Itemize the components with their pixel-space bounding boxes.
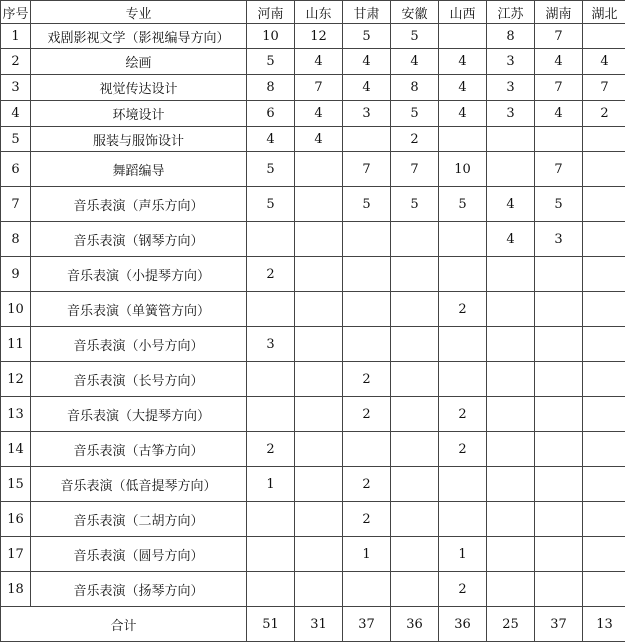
quota-cell: 4 — [535, 49, 583, 75]
quota-cell — [583, 127, 625, 152]
column-header: 江苏 — [487, 1, 535, 24]
row-number: 15 — [1, 467, 31, 502]
quota-cell — [247, 502, 295, 537]
total-cell: 25 — [487, 607, 535, 642]
quota-cell: 3 — [247, 327, 295, 362]
quota-cell: 4 — [343, 49, 391, 75]
quota-cell: 6 — [247, 101, 295, 127]
column-header: 湖北 — [583, 1, 625, 24]
quota-cell — [295, 432, 343, 467]
table-row — [1, 467, 625, 502]
row-number: 17 — [1, 537, 31, 572]
quota-cell: 4 — [295, 127, 343, 152]
quota-cell — [535, 502, 583, 537]
quota-cell — [583, 432, 625, 467]
column-header: 甘肃 — [343, 1, 391, 24]
table-row — [1, 537, 625, 572]
quota-cell: 2 — [343, 502, 391, 537]
quota-cell: 2 — [343, 397, 391, 432]
quota-cell: 12 — [295, 24, 343, 49]
quota-cell — [391, 572, 439, 607]
table-row — [1, 362, 625, 397]
quota-cell — [343, 292, 391, 327]
table-row — [1, 152, 625, 187]
quota-cell — [343, 257, 391, 292]
total-label: 合计 — [1, 607, 247, 642]
quota-cell — [391, 397, 439, 432]
table-row — [1, 49, 625, 75]
total-cell: 37 — [343, 607, 391, 642]
total-cell: 51 — [247, 607, 295, 642]
quota-cell: 8 — [391, 75, 439, 101]
column-header: 山东 — [295, 1, 343, 24]
quota-cell — [583, 537, 625, 572]
quota-cell — [247, 572, 295, 607]
row-number: 4 — [1, 101, 31, 127]
quota-cell — [487, 362, 535, 397]
quota-cell: 5 — [391, 187, 439, 222]
quota-cell — [295, 152, 343, 187]
row-number: 14 — [1, 432, 31, 467]
quota-cell — [535, 257, 583, 292]
quota-cell — [391, 292, 439, 327]
column-header: 专业 — [31, 1, 247, 24]
quota-cell: 2 — [247, 432, 295, 467]
table-row — [1, 502, 625, 537]
quota-cell — [295, 257, 343, 292]
quota-cell: 10 — [439, 152, 487, 187]
quota-cell — [391, 327, 439, 362]
quota-cell — [487, 397, 535, 432]
column-header: 序号 — [1, 1, 31, 24]
quota-cell — [439, 362, 487, 397]
major-cell: 视觉传达设计 — [31, 75, 247, 101]
quota-cell — [295, 467, 343, 502]
quota-cell: 7 — [391, 152, 439, 187]
quota-cell — [583, 572, 625, 607]
quota-cell: 2 — [391, 127, 439, 152]
column-header: 河南 — [247, 1, 295, 24]
quota-cell — [487, 502, 535, 537]
quota-cell: 1 — [247, 467, 295, 502]
column-header: 山西 — [439, 1, 487, 24]
major-cell: 音乐表演（长号方向） — [31, 362, 247, 397]
quota-cell — [439, 24, 487, 49]
quota-cell — [391, 502, 439, 537]
major-cell: 舞蹈编导 — [31, 152, 247, 187]
major-cell: 服装与服饰设计 — [31, 127, 247, 152]
quota-cell — [295, 397, 343, 432]
quota-cell: 4 — [295, 101, 343, 127]
quota-cell: 5 — [247, 187, 295, 222]
header-row — [1, 1, 625, 24]
major-cell: 音乐表演（声乐方向） — [31, 187, 247, 222]
table-row — [1, 187, 625, 222]
quota-cell: 7 — [535, 152, 583, 187]
quota-cell: 4 — [487, 187, 535, 222]
row-number: 5 — [1, 127, 31, 152]
major-cell: 环境设计 — [31, 101, 247, 127]
quota-cell — [343, 572, 391, 607]
quota-cell: 8 — [247, 75, 295, 101]
row-number: 2 — [1, 49, 31, 75]
table-row — [1, 257, 625, 292]
major-cell: 音乐表演（钢琴方向） — [31, 222, 247, 257]
quota-cell — [391, 537, 439, 572]
quota-cell — [535, 362, 583, 397]
column-header: 湖南 — [535, 1, 583, 24]
quota-cell — [391, 432, 439, 467]
quota-cell — [535, 397, 583, 432]
quota-cell — [247, 537, 295, 572]
quota-cell — [391, 362, 439, 397]
quota-cell — [583, 257, 625, 292]
quota-cell: 1 — [343, 537, 391, 572]
quota-cell: 4 — [583, 49, 625, 75]
quota-cell — [391, 257, 439, 292]
table-row — [1, 432, 625, 467]
row-number: 6 — [1, 152, 31, 187]
quota-cell: 4 — [439, 75, 487, 101]
quota-cell: 7 — [535, 75, 583, 101]
major-cell: 音乐表演（大提琴方向） — [31, 397, 247, 432]
quota-cell: 2 — [439, 432, 487, 467]
table-row — [1, 327, 625, 362]
quota-cell: 4 — [247, 127, 295, 152]
quota-cell — [535, 327, 583, 362]
table-row — [1, 75, 625, 101]
row-number: 1 — [1, 24, 31, 49]
quota-cell: 4 — [487, 222, 535, 257]
quota-cell — [295, 327, 343, 362]
quota-cell — [583, 24, 625, 49]
quota-cell: 4 — [439, 49, 487, 75]
major-cell: 音乐表演（小号方向） — [31, 327, 247, 362]
table-row — [1, 292, 625, 327]
major-cell: 音乐表演（小提琴方向） — [31, 257, 247, 292]
quota-cell: 2 — [583, 101, 625, 127]
quota-cell — [247, 222, 295, 257]
quota-cell — [535, 292, 583, 327]
quota-cell — [487, 257, 535, 292]
quota-cell — [391, 222, 439, 257]
quota-cell: 4 — [439, 101, 487, 127]
quota-cell — [439, 222, 487, 257]
row-number: 9 — [1, 257, 31, 292]
quota-cell — [343, 127, 391, 152]
table-row — [1, 397, 625, 432]
total-cell: 13 — [583, 607, 625, 642]
quota-cell — [487, 432, 535, 467]
quota-cell — [439, 257, 487, 292]
quota-cell — [535, 572, 583, 607]
quota-cell — [487, 327, 535, 362]
quota-cell — [247, 292, 295, 327]
quota-cell — [583, 327, 625, 362]
quota-cell — [343, 432, 391, 467]
row-number: 16 — [1, 502, 31, 537]
quota-cell — [487, 467, 535, 502]
quota-cell: 5 — [535, 187, 583, 222]
quota-cell: 3 — [343, 101, 391, 127]
quota-cell: 7 — [583, 75, 625, 101]
quota-cell: 3 — [487, 49, 535, 75]
row-number: 3 — [1, 75, 31, 101]
quota-cell — [487, 152, 535, 187]
quota-cell: 3 — [487, 75, 535, 101]
quota-cell — [583, 502, 625, 537]
quota-cell: 7 — [343, 152, 391, 187]
quota-cell: 4 — [295, 49, 343, 75]
quota-cell: 2 — [247, 257, 295, 292]
total-cell: 31 — [295, 607, 343, 642]
quota-cell: 1 — [439, 537, 487, 572]
quota-cell: 5 — [247, 152, 295, 187]
quota-cell — [295, 502, 343, 537]
major-cell: 音乐表演（圆号方向） — [31, 537, 247, 572]
quota-cell: 5 — [343, 187, 391, 222]
quota-cell — [247, 362, 295, 397]
row-number: 13 — [1, 397, 31, 432]
row-number: 10 — [1, 292, 31, 327]
table-row — [1, 101, 625, 127]
quota-cell — [439, 127, 487, 152]
total-row — [1, 607, 625, 642]
major-cell: 戏剧影视文学（影视编导方向） — [31, 24, 247, 49]
quota-cell: 10 — [247, 24, 295, 49]
quota-cell — [295, 362, 343, 397]
quota-cell — [487, 537, 535, 572]
quota-cell — [295, 222, 343, 257]
quota-cell: 5 — [391, 24, 439, 49]
major-cell: 音乐表演（扬琴方向） — [31, 572, 247, 607]
quota-cell: 5 — [391, 101, 439, 127]
table-row — [1, 222, 625, 257]
table-row — [1, 24, 625, 49]
quota-cell — [583, 292, 625, 327]
quota-cell: 2 — [343, 467, 391, 502]
quota-cell: 5 — [247, 49, 295, 75]
total-cell: 37 — [535, 607, 583, 642]
quota-cell — [583, 397, 625, 432]
major-cell: 音乐表演（二胡方向） — [31, 502, 247, 537]
quota-cell — [487, 292, 535, 327]
row-number: 12 — [1, 362, 31, 397]
quota-cell — [487, 127, 535, 152]
quota-cell — [535, 467, 583, 502]
quota-cell — [343, 327, 391, 362]
quota-cell: 3 — [535, 222, 583, 257]
quota-cell: 2 — [439, 292, 487, 327]
quota-cell — [343, 222, 391, 257]
table-body — [1, 24, 625, 642]
quota-cell: 5 — [343, 24, 391, 49]
quota-cell: 2 — [439, 397, 487, 432]
quota-cell — [583, 187, 625, 222]
major-cell: 音乐表演（单簧管方向） — [31, 292, 247, 327]
quota-cell — [583, 222, 625, 257]
quota-cell — [439, 327, 487, 362]
quota-cell: 7 — [295, 75, 343, 101]
table-row — [1, 572, 625, 607]
quota-cell — [295, 292, 343, 327]
quota-cell — [295, 537, 343, 572]
quota-cell — [487, 572, 535, 607]
quota-cell — [535, 127, 583, 152]
quota-cell: 4 — [535, 101, 583, 127]
quota-cell — [583, 467, 625, 502]
row-number: 7 — [1, 187, 31, 222]
quota-cell: 4 — [343, 75, 391, 101]
quota-cell — [535, 432, 583, 467]
quota-cell: 5 — [439, 187, 487, 222]
quota-cell — [439, 502, 487, 537]
total-cell: 36 — [439, 607, 487, 642]
quota-cell: 8 — [487, 24, 535, 49]
quota-cell — [247, 397, 295, 432]
major-cell: 音乐表演（低音提琴方向） — [31, 467, 247, 502]
quota-cell — [295, 187, 343, 222]
major-cell: 音乐表演（古筝方向） — [31, 432, 247, 467]
table-row — [1, 127, 625, 152]
row-number: 11 — [1, 327, 31, 362]
quota-cell: 2 — [343, 362, 391, 397]
quota-cell: 7 — [535, 24, 583, 49]
total-cell: 36 — [391, 607, 439, 642]
quota-cell — [583, 152, 625, 187]
quota-cell: 3 — [487, 101, 535, 127]
major-cell: 绘画 — [31, 49, 247, 75]
quota-cell — [391, 467, 439, 502]
quota-cell — [439, 467, 487, 502]
row-number: 18 — [1, 572, 31, 607]
quota-cell — [535, 537, 583, 572]
row-number: 8 — [1, 222, 31, 257]
quota-cell: 2 — [439, 572, 487, 607]
quota-cell — [295, 572, 343, 607]
quota-cell: 4 — [391, 49, 439, 75]
column-header: 安徽 — [391, 1, 439, 24]
quota-cell — [583, 362, 625, 397]
